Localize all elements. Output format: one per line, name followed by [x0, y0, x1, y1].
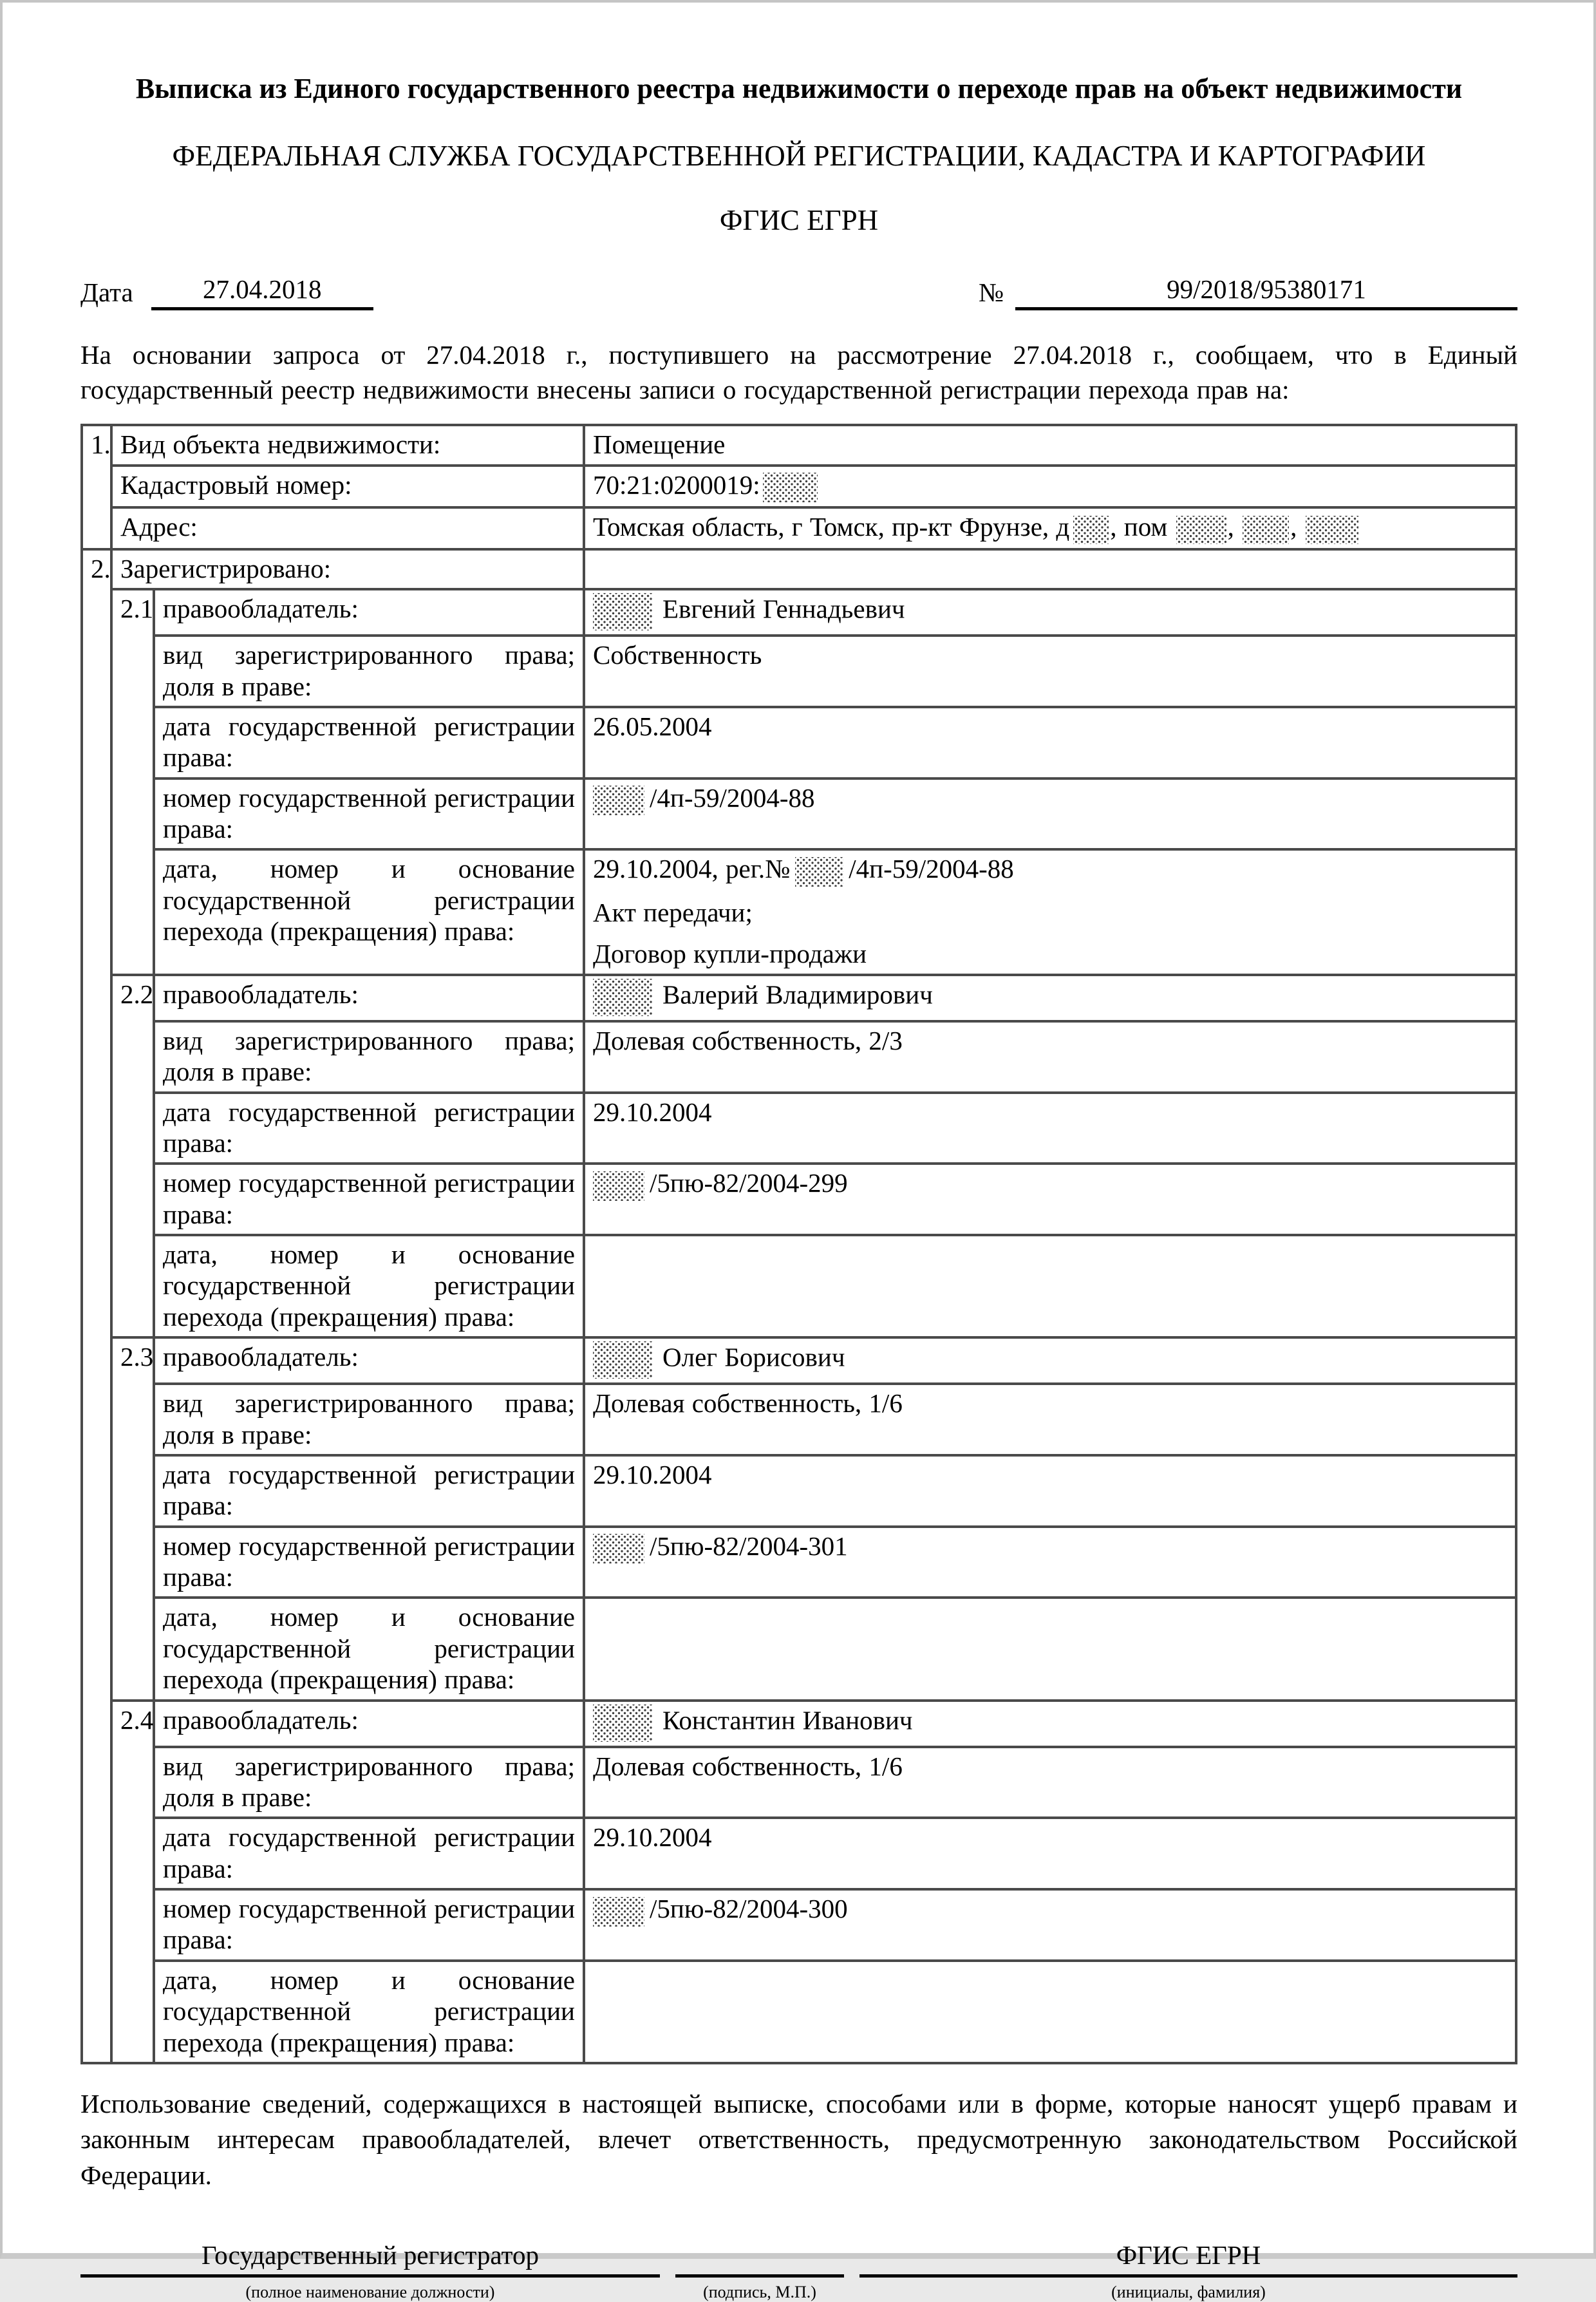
cadastral-prefix: 70:21:0200019: — [593, 469, 760, 500]
signature-sign-field — [675, 2233, 844, 2302]
row-label: дата государственной регистрации права: — [154, 1093, 584, 1164]
redacted-block — [1306, 516, 1358, 544]
subsection-number: 2.1 — [111, 589, 154, 975]
right-kind-value: Долевая собственность, 2/3 — [584, 1021, 1516, 1093]
redacted-block — [593, 979, 652, 1016]
row-label: дата государственной регистрации права: — [154, 707, 584, 778]
transfer-line — [593, 853, 1507, 887]
subsection-number: 2.3 — [111, 1337, 154, 1700]
date-label: Дата — [80, 278, 133, 307]
row-label: вид зарегистрированного права; доля в праве: — [154, 1021, 584, 1093]
reg-date-value: 29.10.2004 — [584, 1455, 1516, 1527]
fgis-subtitle: (инициалы, фамилия) — [1111, 2282, 1266, 2301]
table-row — [82, 466, 1516, 508]
row-label: номер государственной регистрации права: — [154, 1164, 584, 1235]
row-label: правообладатель: — [154, 1337, 584, 1384]
table-row — [82, 1455, 1516, 1527]
row-label: Вид объекта недвижимости: — [111, 425, 584, 465]
row-label: дата государственной регистрации права: — [154, 1818, 584, 1889]
right-kind-value: Собственность — [584, 636, 1516, 707]
signature-fgis — [859, 2233, 1517, 2302]
table-row — [82, 1337, 1516, 1384]
transfer-value-empty — [584, 1235, 1516, 1337]
row-label: правообладатель: — [154, 1701, 584, 1747]
reg-number-value — [584, 1889, 1516, 1961]
transfer-value-empty — [584, 1961, 1516, 2063]
redacted-block — [593, 593, 652, 630]
redacted-block — [763, 473, 818, 502]
reg-number-text: /5пю-82/2004-301 — [650, 1531, 848, 1561]
row-label: вид зарегистрированного права; доля в праве: — [154, 636, 584, 707]
rights-transfer-table — [80, 424, 1517, 2064]
row-label: Адрес: — [111, 507, 584, 549]
intro-paragraph: На основании запроса от 27.04.2018 г., поступившего на рассмотрение 27.04.2018 г., сообщаем, что в Единый государственный реестр недвижимости внесены записи о государственной регистрации перехода прав на: — [80, 340, 1517, 405]
table-row — [82, 425, 1516, 465]
reg-number-text: /4п-59/2004-88 — [650, 782, 815, 813]
row-label: правообладатель: — [154, 589, 584, 636]
warning-paragraph: Использование сведений, содержащихся в настоящей выписке, способами или в форме, которые наносят ущерб правам и законным интересам правообладателей, влечет ответственность, предусмотренную законодательством Российской Федерации. — [80, 2088, 1517, 2190]
subsection-number: 2.4 — [111, 1701, 154, 2063]
address-part: , пом — [1110, 512, 1168, 542]
reg-number-value — [584, 778, 1516, 850]
table-row — [82, 1818, 1516, 1889]
table-row — [82, 849, 1516, 974]
holder-value — [584, 589, 1516, 636]
redacted-block — [593, 1171, 644, 1201]
holder-name: Евгений Геннадьевич — [662, 594, 905, 624]
row-label: правообладатель: — [154, 975, 584, 1021]
row-label: вид зарегистрированного права; доля в праве: — [154, 1384, 584, 1455]
table-row — [82, 1021, 1516, 1093]
redacted-block — [593, 1341, 652, 1379]
address-value — [584, 507, 1516, 549]
registered-value-empty — [584, 549, 1516, 589]
redacted-block — [1073, 516, 1109, 544]
signature-subtitle: (подпись, М.П.) — [703, 2282, 816, 2301]
reg-date-value: 29.10.2004 — [584, 1093, 1516, 1164]
redacted-block — [1243, 516, 1289, 544]
table-row — [82, 1093, 1516, 1164]
table-row — [82, 1384, 1516, 1455]
transfer-line: Договор купли-продажи — [593, 939, 867, 969]
table-row — [82, 507, 1516, 549]
redacted-block — [593, 1897, 644, 1927]
table-row — [82, 1889, 1516, 1961]
table-row — [82, 1961, 1516, 2063]
cadastral-value — [584, 466, 1516, 508]
table-row — [82, 1235, 1516, 1337]
transfer-value — [584, 849, 1516, 974]
table-row — [82, 707, 1516, 778]
row-label: дата, номер и основание государственной регистрации перехода (прекращения) права: — [154, 1235, 584, 1337]
redacted-block — [795, 857, 843, 887]
system-name: ФГИС ЕГРН — [719, 204, 879, 236]
table-row — [82, 1164, 1516, 1235]
fgis-title: ФГИС ЕГРН — [859, 2233, 1517, 2278]
row-label: Зарегистрировано: — [111, 549, 584, 589]
section-number: 2. — [82, 549, 111, 2063]
address-part: , — [1290, 512, 1297, 542]
holder-value — [584, 1337, 1516, 1384]
signature-block — [80, 2233, 1517, 2302]
transfer-line: Акт передачи; — [593, 898, 753, 927]
signature-registrar — [80, 2233, 660, 2302]
redacted-block — [593, 786, 644, 815]
table-row — [82, 975, 1516, 1021]
reg-date-value: 29.10.2004 — [584, 1818, 1516, 1889]
address-part: Томская область, г Томск, пр-кт Фрунзе, д — [593, 512, 1070, 542]
holder-name: Олег Борисович — [662, 1342, 845, 1372]
right-kind-value: Долевая собственность, 1/6 — [584, 1384, 1516, 1455]
redacted-block — [1176, 516, 1226, 544]
redacted-block — [593, 1704, 652, 1742]
row-label: дата, номер и основание государственной регистрации перехода (прекращения) права: — [154, 1961, 584, 2063]
signature-line — [675, 2233, 844, 2278]
row-label: дата государственной регистрации права: — [154, 1455, 584, 1527]
agency-name: ФЕДЕРАЛЬНАЯ СЛУЖБА ГОСУДАРСТВЕННОЙ РЕГИСТРАЦИИ, КАДАСТРА И КАРТОГРАФИИ — [172, 140, 1426, 172]
holder-name: Валерий Владимирович — [662, 979, 933, 1010]
table-row — [82, 1701, 1516, 1747]
table-row — [82, 778, 1516, 850]
reg-date-value: 26.05.2004 — [584, 707, 1516, 778]
row-label: номер государственной регистрации права: — [154, 778, 584, 850]
address-part: , — [1227, 512, 1234, 542]
subsection-number: 2.2 — [111, 975, 154, 1337]
row-label: номер государственной регистрации права: — [154, 1889, 584, 1961]
holder-name: Константин Иванович — [662, 1704, 913, 1735]
number-label: № — [978, 278, 1004, 307]
table-row — [82, 589, 1516, 636]
reg-number-value — [584, 1164, 1516, 1235]
right-kind-value: Долевая собственность, 1/6 — [584, 1747, 1516, 1818]
table-row — [82, 1527, 1516, 1598]
reg-number-text: /5пю-82/2004-300 — [650, 1894, 848, 1923]
transfer-text: /4п-59/2004-88 — [849, 854, 1014, 884]
table-row — [82, 1747, 1516, 1818]
date-value: 27.04.2018 — [151, 274, 373, 310]
registrar-title: Государственный регистратор — [80, 2233, 660, 2278]
reg-number-value — [584, 1527, 1516, 1598]
table-row — [82, 1598, 1516, 1700]
holder-value — [584, 1701, 1516, 1747]
row-label: дата, номер и основание государственной регистрации перехода (прекращения) права: — [154, 849, 584, 974]
redacted-block — [593, 1534, 644, 1563]
object-kind-value: Помещение — [584, 425, 1516, 465]
row-label: дата, номер и основание государственной регистрации перехода (прекращения) права: — [154, 1598, 584, 1700]
registrar-subtitle: (полное наименование должности) — [245, 2282, 495, 2301]
row-label: Кадастровый номер: — [111, 466, 584, 508]
transfer-text: 29.10.2004, рег.№ — [593, 854, 791, 884]
holder-value — [584, 975, 1516, 1021]
row-label: номер государственной регистрации права: — [154, 1527, 584, 1598]
table-row — [82, 549, 1516, 589]
table-row — [82, 636, 1516, 707]
number-value: 99/2018/95380171 — [1015, 274, 1517, 310]
row-label: вид зарегистрированного права; доля в праве: — [154, 1747, 584, 1818]
section-number: 1. — [82, 425, 111, 549]
reg-number-text: /5пю-82/2004-299 — [650, 1168, 848, 1198]
transfer-value-empty — [584, 1598, 1516, 1700]
date-number-row — [80, 274, 1517, 310]
document-title: Выписка из Единого государственного реестра недвижимости о переходе прав на объект недвижимости — [135, 73, 1463, 104]
